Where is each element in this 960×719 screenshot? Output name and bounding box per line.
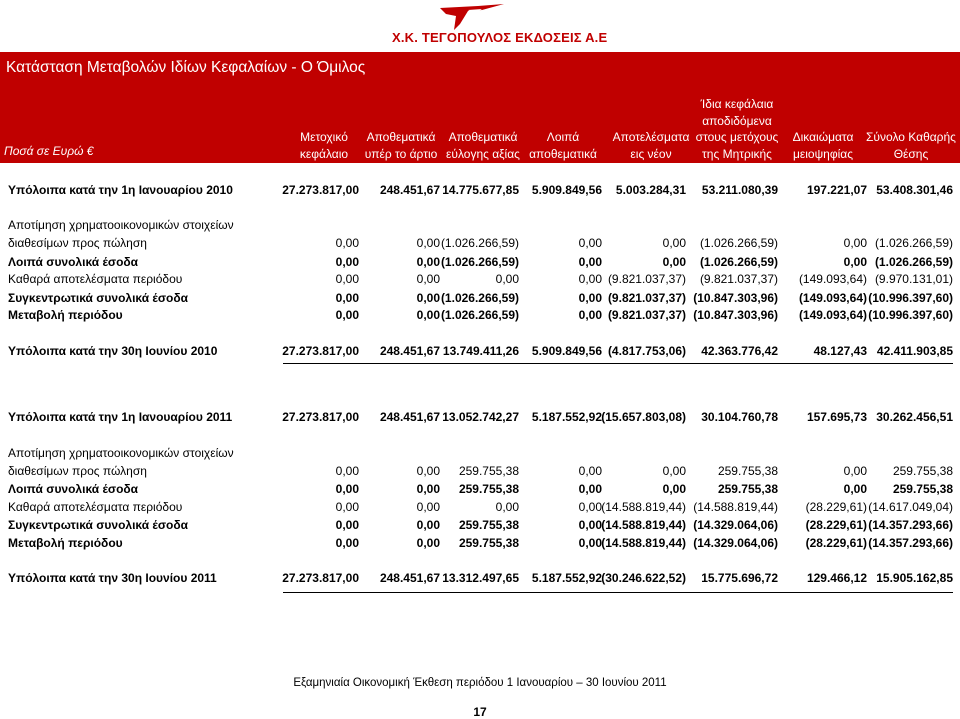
column-header — [863, 129, 959, 162]
table-row — [0, 409, 960, 425]
table-cell: 15.775.696,72 — [701, 571, 778, 585]
table-cell: (14.329.064,06) — [693, 536, 778, 550]
table-cell: 157.695,73 — [806, 410, 867, 424]
table-cell: 0,00 — [416, 464, 440, 478]
table-cell: 42.411.903,85 — [876, 344, 953, 358]
row-label: Υπόλοιπα κατά την 1η Ιανουαρίου 2010 — [8, 183, 233, 197]
column-header — [689, 96, 785, 162]
table-cell: 248.451,67 — [379, 344, 440, 358]
table-cell: 0,00 — [335, 518, 359, 532]
row-label: Συγκεντρωτικά συνολικά έσοδα — [8, 291, 189, 305]
table-cell: 0,00 — [416, 482, 440, 496]
table-cell: (14.357.293,66) — [868, 536, 953, 550]
table-cell: 259.755,38 — [458, 482, 519, 496]
table-cell: (14.588.819,44) — [601, 536, 686, 550]
table-cell: (1.026.266,59) — [874, 236, 953, 250]
table-cell: 13.749.411,26 — [442, 344, 519, 358]
table-cell: (1.026.266,59) — [440, 308, 519, 322]
table-row — [0, 570, 960, 586]
table-row — [0, 445, 960, 461]
table-cell: 259.755,38 — [458, 536, 519, 550]
table-cell: 0,00 — [578, 464, 602, 478]
table-cell: (9.821.037,37) — [699, 272, 778, 286]
table-cell: 259.755,38 — [458, 464, 519, 478]
table-cell: 13.312.497,65 — [442, 571, 519, 585]
table-cell: 0,00 — [578, 536, 602, 550]
table-cell: 0,00 — [843, 464, 867, 478]
table-cell: 13.052.742,27 — [442, 410, 519, 424]
table-cell: (149.093,64) — [798, 308, 867, 322]
row-label: Μεταβολή περιόδου — [8, 308, 123, 322]
table-cell: 0,00 — [416, 272, 440, 286]
table-cell: 0,00 — [578, 518, 602, 532]
table-cell: 259.755,38 — [717, 482, 778, 496]
table-cell: 0,00 — [578, 291, 602, 305]
table-cell: 0,00 — [416, 308, 440, 322]
table-cell: 0,00 — [416, 500, 440, 514]
company-name: Χ.Κ. ΤΕΓΟΠΟΥΛΟΣ ΕΚΔΟΣΕΙΣ Α.Ε — [392, 30, 608, 45]
table-cell: 259.755,38 — [892, 464, 953, 478]
row-label: Καθαρά αποτελέσματα περιόδου — [8, 272, 183, 286]
table-cell: (1.026.266,59) — [699, 236, 778, 250]
table-cell: 248.451,67 — [379, 183, 440, 197]
column-header — [284, 129, 364, 162]
table-cell: 14.775.677,85 — [442, 183, 519, 197]
column-header-line: εις νέον — [630, 146, 672, 161]
table-cell: 0,00 — [335, 464, 359, 478]
column-header-line: στους μετόχους — [695, 130, 779, 144]
row-label: Αποτίμηση χρηματοοικονομικών στοιχείων — [8, 218, 234, 232]
table-row — [0, 343, 960, 359]
table-cell: (14.588.819,44) — [601, 500, 686, 514]
table-row — [0, 307, 960, 323]
table-cell: 0,00 — [335, 308, 359, 322]
table-cell: 27.273.817,00 — [282, 571, 359, 585]
table-row — [0, 535, 960, 551]
table-cell: (1.026.266,59) — [440, 255, 519, 269]
column-header-line: της Μητρικής — [702, 146, 772, 161]
column-header-line: κεφάλαιο — [299, 146, 349, 161]
table-cell: (28.229,61) — [805, 518, 867, 532]
table-cell: (149.093,64) — [798, 272, 867, 286]
table-cell: 0,00 — [416, 518, 440, 532]
column-header-line: Αποθεματικά — [366, 130, 436, 144]
table-cell: 0,00 — [578, 482, 602, 496]
total-underline — [283, 363, 953, 364]
table-cell: (9.821.037,37) — [607, 272, 686, 286]
table-cell: (9.970.131,01) — [874, 272, 953, 286]
row-label: Λοιπά συνολικά έσοδα — [8, 255, 139, 269]
table-cell: 0,00 — [335, 291, 359, 305]
row-label: Υπόλοιπα κατά την 30η Ιουνίου 2011 — [8, 571, 217, 585]
table-row — [0, 290, 960, 306]
column-header-line: Λοιπά — [546, 130, 580, 144]
table-cell: (14.617.049,04) — [868, 500, 953, 514]
table-row — [0, 481, 960, 497]
page-number: 17 — [473, 705, 487, 719]
table-cell: (9.821.037,37) — [607, 291, 686, 305]
table-cell: 27.273.817,00 — [282, 410, 359, 424]
table-cell: 248.451,67 — [379, 571, 440, 585]
row-label: Συγκεντρωτικά συνολικά έσοδα — [8, 518, 189, 532]
table-cell: 259.755,38 — [458, 518, 519, 532]
table-cell: 0,00 — [662, 482, 686, 496]
column-header-line: υπέρ το άρτιο — [364, 146, 438, 161]
table-cell: (28.229,61) — [805, 500, 867, 514]
table-cell: 197.221,07 — [806, 183, 867, 197]
currency-note: Ποσά σε Ευρώ € — [4, 144, 94, 158]
table-cell: 0,00 — [335, 482, 359, 496]
total-underline — [283, 592, 953, 593]
table-cell: 0,00 — [662, 236, 686, 250]
table-cell: (30.246.622,52) — [601, 571, 686, 585]
row-label: Καθαρά αποτελέσματα περιόδου — [8, 500, 183, 514]
table-row — [0, 499, 960, 515]
table-cell: 0,00 — [843, 236, 867, 250]
table-row — [0, 517, 960, 533]
column-header-line: Δικαιώματα — [792, 130, 854, 144]
table-cell: (149.093,64) — [798, 291, 867, 305]
table-cell: 0,00 — [662, 255, 686, 269]
row-label: διαθεσίμων προς πώληση — [8, 236, 147, 250]
table-cell: (10.847.303,96) — [693, 308, 778, 322]
table-cell: 0,00 — [335, 500, 359, 514]
row-label: Μεταβολή περιόδου — [8, 536, 123, 550]
table-cell: 259.755,38 — [717, 464, 778, 478]
row-label: διαθεσίμων προς πώληση — [8, 464, 147, 478]
table-cell: 0,00 — [335, 255, 359, 269]
table-row — [0, 463, 960, 479]
column-header-line: Ίδια κεφάλαια — [700, 97, 774, 111]
table-cell: (1.026.266,59) — [440, 236, 519, 250]
table-row — [0, 271, 960, 287]
table-cell: (9.821.037,37) — [607, 308, 686, 322]
table-cell: (14.588.819,44) — [601, 518, 686, 532]
column-header-line: εύλογης αξίας — [446, 146, 520, 161]
table-cell: (1.026.266,59) — [874, 255, 953, 269]
table-cell: 53.211.080,39 — [701, 183, 778, 197]
table-cell: 0,00 — [335, 536, 359, 550]
table-cell: 5.187.552,92 — [531, 571, 602, 585]
table-cell: (14.329.064,06) — [693, 518, 778, 532]
table-row — [0, 254, 960, 270]
company-logo — [438, 2, 506, 32]
footer-text: Εξαμηνιαία Οικονομική Έκθεση περιόδου 1 Ιανουαρίου – 30 Ιουνίου 2011 — [293, 677, 667, 689]
table-cell: 0,00 — [335, 236, 359, 250]
table-cell: 0,00 — [843, 482, 867, 496]
table-cell: 5.003.284,31 — [615, 183, 686, 197]
table-row — [0, 217, 960, 233]
column-header-line: μειοψηφίας — [793, 146, 853, 161]
table-cell: 30.262.456,51 — [876, 410, 953, 424]
table-cell: 30.104.760,78 — [701, 410, 778, 424]
table-cell: 27.273.817,00 — [282, 344, 359, 358]
table-row — [0, 235, 960, 251]
table-cell: 248.451,67 — [379, 410, 440, 424]
table-cell: 129.466,12 — [806, 571, 867, 585]
table-cell: 0,00 — [843, 255, 867, 269]
table-cell: 5.909.849,56 — [531, 344, 602, 358]
table-cell: 0,00 — [578, 236, 602, 250]
table-cell: 0,00 — [416, 536, 440, 550]
table-cell: 48.127,43 — [813, 344, 867, 358]
table-row — [0, 182, 960, 198]
table-cell: 0,00 — [578, 255, 602, 269]
row-label: Λοιπά συνολικά έσοδα — [8, 482, 139, 496]
table-cell: (1.026.266,59) — [440, 291, 519, 305]
table-cell: 0,00 — [416, 236, 440, 250]
table-cell: (10.847.303,96) — [693, 291, 778, 305]
table-cell: 5.187.552,92 — [531, 410, 602, 424]
table-cell: 0,00 — [662, 464, 686, 478]
row-label: Υπόλοιπα κατά την 1η Ιανουαρίου 2011 — [8, 410, 233, 424]
table-cell: (14.588.819,44) — [693, 500, 778, 514]
column-header-line: Σύνολο Καθαρής — [866, 130, 956, 144]
table-cell: (10.996.397,60) — [868, 291, 953, 305]
table-cell: 42.363.776,42 — [701, 344, 778, 358]
row-label: Αποτίμηση χρηματοοικονομικών στοιχείων — [8, 446, 234, 460]
table-cell: 0,00 — [578, 308, 602, 322]
table-cell: 0,00 — [495, 500, 519, 514]
table-cell: 0,00 — [578, 272, 602, 286]
column-header-line: Θέσης — [893, 146, 929, 161]
table-cell: (14.357.293,66) — [868, 518, 953, 532]
column-header — [440, 129, 526, 162]
table-cell: 53.408.301,46 — [876, 183, 953, 197]
table-cell: 0,00 — [578, 500, 602, 514]
table-cell: 0,00 — [335, 272, 359, 286]
column-header-line: αποθεματικά — [529, 146, 597, 161]
table-cell: (28.229,61) — [805, 536, 867, 550]
table-cell: (15.657.803,08) — [601, 410, 686, 424]
table-cell: 27.273.817,00 — [282, 183, 359, 197]
column-header — [523, 129, 603, 162]
column-header-line: Μετοχικό — [300, 130, 348, 144]
column-header-line: αποδιδόμενα — [702, 113, 772, 128]
column-header — [604, 129, 698, 162]
table-cell: 0,00 — [495, 272, 519, 286]
row-label: Υπόλοιπα κατά την 30η Ιουνίου 2010 — [8, 344, 218, 358]
table-cell: (4.817.753,06) — [607, 344, 686, 358]
table-cell: (10.996.397,60) — [868, 308, 953, 322]
table-cell: 259.755,38 — [892, 482, 953, 496]
table-cell: 0,00 — [416, 291, 440, 305]
column-header-line: Αποτελέσματα — [612, 130, 690, 144]
column-header-line: Αποθεματικά — [448, 130, 518, 144]
table-cell: 5.909.849,56 — [531, 183, 602, 197]
column-header — [781, 129, 865, 162]
column-header — [358, 129, 444, 162]
page-title: Κατάσταση Μεταβολών Ιδίων Κεφαλαίων - Ο Όμιλος — [6, 59, 366, 76]
table-cell: 0,00 — [416, 255, 440, 269]
table-cell: 15.905.162,85 — [876, 571, 953, 585]
table-cell: (1.026.266,59) — [699, 255, 778, 269]
